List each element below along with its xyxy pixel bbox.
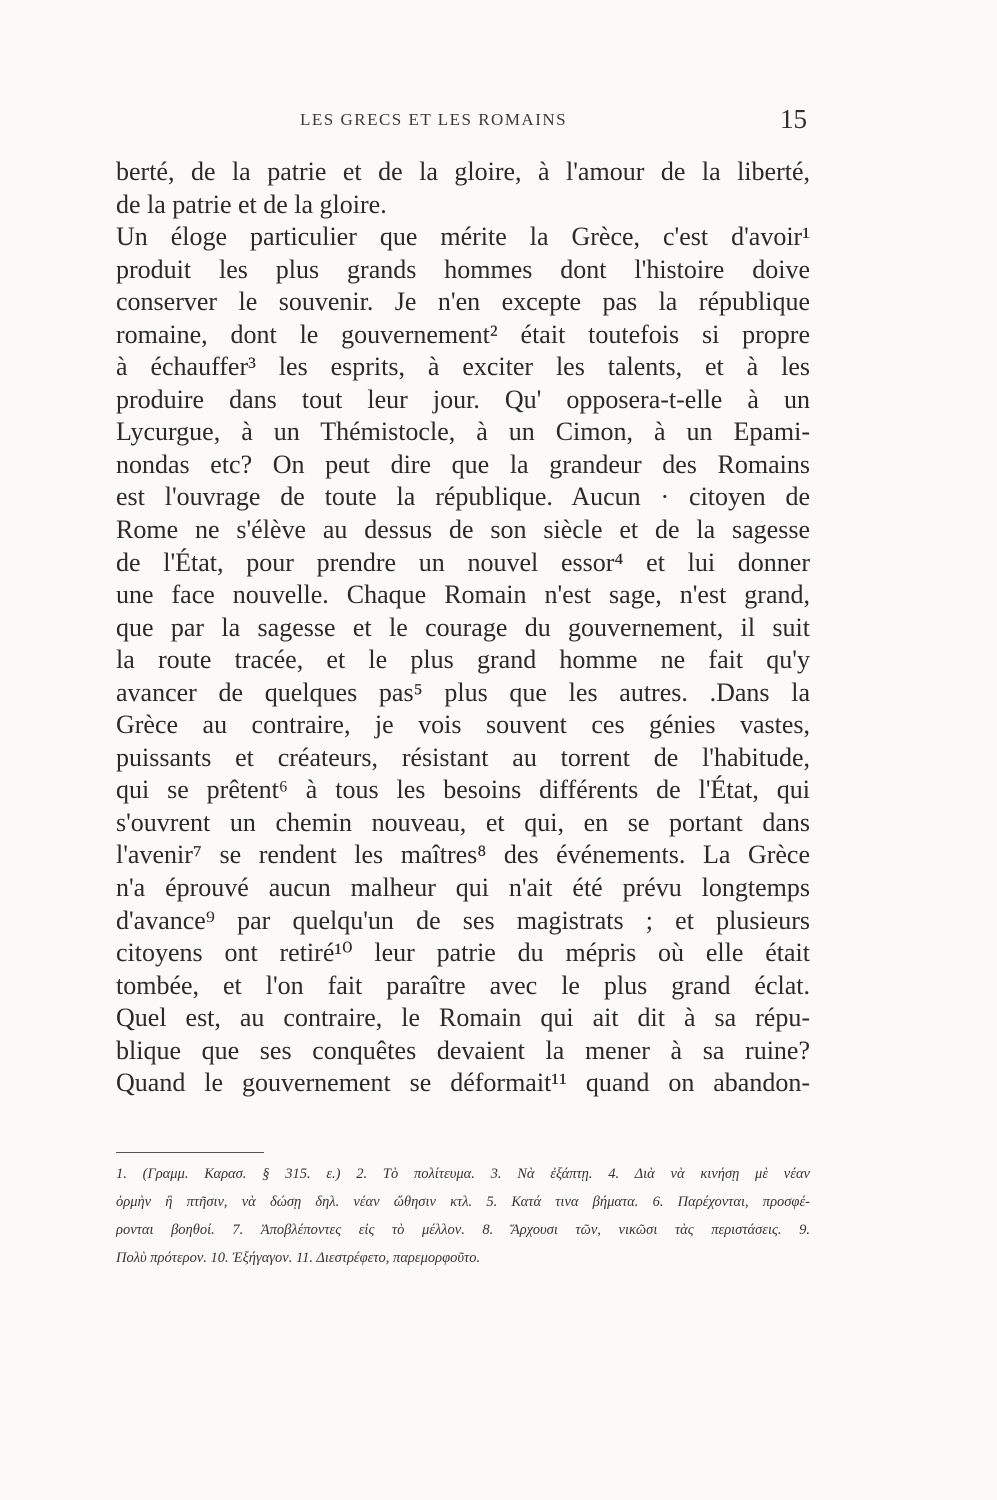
footnote-line: ρονται βοηθοί. 7. Ἀποβλέποντες εἰς τὸ μέλλον. 8. Ἄρχουσι τῶν, νικῶσι τὰς περιστάσεις. 9. (116, 1222, 810, 1238)
text-line: romaine, dont le gouvernement² était toutefois si propre (116, 319, 810, 349)
body-text (116, 156, 810, 1100)
footnote-line: Πολὺ πρότερον. 10. Ἐξήγαγον. 11. Διεστρέφετο, παρεμορφοῦτο. (116, 1250, 481, 1266)
text-line: citoyens ont retiré¹⁰ leur patrie du mépris où elle était (116, 938, 810, 968)
footnote-line: ὁρμὴν ἢ πτῆσιν, νὰ δώσῃ δηλ. νέαν ὤθησιν κτλ. 5. Κατά τινα βήματα. 6. Παρέχονται, προσφέ- (116, 1194, 810, 1210)
text-line: Rome ne s'élève au dessus de son siècle et de la sagesse (116, 515, 810, 545)
running-head: LES GRECS ET LES ROMAINS (300, 110, 568, 129)
text-line: à échauffer³ les esprits, à exciter les talents, et à les (116, 352, 810, 382)
text-line: produit les plus grands hommes dont l'histoire doive (116, 254, 810, 284)
text-line: de la patrie et de la gloire. (116, 189, 387, 219)
text-line: conserver le souvenir. Je n'en excepte pas la république (116, 287, 810, 317)
text-line: nondas etc? On peut dire que la grandeur des Romains (116, 449, 810, 479)
page-number: 15 (780, 104, 807, 134)
text-line: Quand le gouvernement se déformait¹¹ quand on abandon- (116, 1068, 810, 1098)
text-line: la route tracée, et le plus grand homme ne fait qu'y (116, 645, 810, 675)
text-line: n'a éprouvé aucun malheur qui n'ait été prévu longtemps (116, 873, 810, 903)
text-line: tombée, et l'on fait paraître avec le plus grand éclat. (116, 970, 810, 1000)
text-line: Grèce au contraire, je vois souvent ces génies vastes, (116, 710, 810, 740)
text-line: Lycurgue, à un Thémistocle, à un Cimon, à un Epami- (116, 417, 810, 447)
text-line: une face nouvelle. Chaque Romain n'est sage, n'est grand, (116, 580, 810, 610)
text-line: avancer de quelques pas⁵ plus que les autres. .Dans la (116, 677, 810, 707)
text-line: produire dans tout leur jour. Qu' opposera-t-elle à un (116, 384, 810, 414)
text-line: Un éloge particulier que mérite la Grèce, c'est d'avoir¹ (116, 222, 810, 252)
text-line: d'avance⁹ par quelqu'un de ses magistrats ; et plusieurs (116, 905, 810, 935)
text-line: Quel est, au contraire, le Romain qui ait dit à sa répu- (116, 1003, 810, 1033)
text-line: blique que ses conquêtes devaient la mener à sa ruine? (116, 1035, 810, 1065)
text-line: puissants et créateurs, résistant au torrent de l'habitude, (116, 742, 810, 772)
text-line: l'avenir⁷ se rendent les maîtres⁸ des événements. La Grèce (116, 840, 810, 870)
footnote-divider (116, 1152, 264, 1153)
text-line: s'ouvrent un chemin nouveau, et qui, en se portant dans (116, 807, 810, 837)
text-line: berté, de la patrie et de la gloire, à l'amour de la liberté, (116, 157, 810, 186)
footnotes (116, 1160, 810, 1272)
footnote-line: 1. (Γραμμ. Καρασ. § 315. ε.) 2. Τὸ πολίτευμα. 3. Νὰ ἐξάπτῃ. 4. Διὰ νὰ κινήσῃ μὲ νέαν (116, 1166, 810, 1182)
text-line: que par la sagesse et le courage du gouvernement, il suit (116, 612, 810, 642)
text-line: de l'État, pour prendre un nouvel essor⁴ et lui donner (116, 547, 810, 577)
text-line: qui se prêtent⁶ à tous les besoins différents de l'État, qui (116, 775, 810, 805)
text-line: est l'ouvrage de toute la république. Aucun · citoyen de (116, 482, 810, 512)
